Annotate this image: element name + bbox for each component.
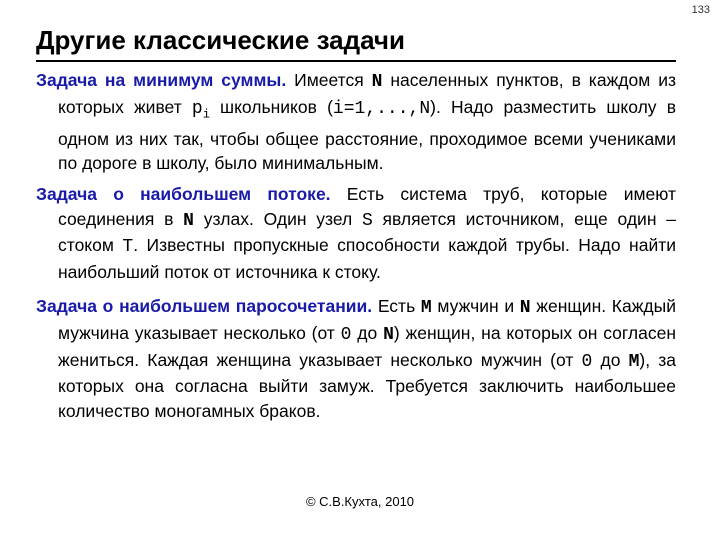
- var-n: N: [371, 72, 383, 92]
- task-max-matching-heading: Задача о наибольшем паросочетании.: [36, 296, 373, 317]
- task-max-matching-text-7: ), за которых она согласна выйти замуж. Требуется заключить наибольшее количество моногамных браков.: [58, 349, 676, 421]
- var-n: N: [519, 298, 531, 319]
- index-range: i=1,...,N: [332, 98, 431, 119]
- task-max-flow: [36, 182, 676, 284]
- task-max-matching: [36, 294, 676, 423]
- task-min-sum-text-2: населенных пунктов, в каждом из которых живет: [58, 70, 676, 117]
- var-m: M: [420, 298, 432, 319]
- var-zero: 0: [581, 351, 593, 372]
- task-min-sum-heading: Задача на минимум суммы.: [36, 70, 287, 90]
- task-max-matching-text-6: до: [592, 349, 629, 370]
- task-min-sum-text-3: школьников (: [209, 96, 333, 117]
- page-number: 133: [691, 4, 710, 16]
- var-p-letter: p: [191, 98, 203, 119]
- var-p: [191, 98, 210, 122]
- task-max-matching-text-2: мужчин и: [431, 296, 520, 317]
- var-n: N: [383, 324, 394, 345]
- task-min-sum-text-1: Имеется: [286, 70, 372, 90]
- var-n: N: [183, 210, 194, 231]
- slide-title: Другие классические задачи: [36, 25, 406, 55]
- var-p-subscript: i: [202, 107, 210, 122]
- task-min-sum-text-4: ). Надо разместить школу в одном из них так, чтобы общее расстояние, проходимое всеми учениками по дороге в школу, было минимальным.: [58, 96, 676, 174]
- copyright-footer: © С.В.Кухта, 2010: [305, 494, 415, 509]
- task-max-flow-text-4: . Известны пропускные способности каждой трубы. Надо найти наибольший поток от источника к стоку.: [58, 235, 677, 282]
- task-max-flow-text-1: Есть система труб, которые имеют соединения в: [58, 183, 676, 229]
- task-max-matching-text-4: до: [351, 322, 384, 343]
- var-m: M: [628, 351, 640, 372]
- task-max-flow-text-2: узлах. Один узел: [193, 208, 362, 229]
- var-t: T: [122, 237, 134, 258]
- task-max-matching-text-3: женщин. Каждый мужчина указывает несколько (от: [58, 296, 676, 343]
- var-s: S: [361, 210, 373, 231]
- task-max-matching-text-1: Есть: [372, 296, 421, 317]
- slide-body: [36, 68, 676, 423]
- task-max-flow-text-3: является источником, еще один – стоком: [58, 208, 676, 256]
- var-zero: 0: [340, 324, 352, 345]
- task-max-matching-text-5: ) женщин, на которых он согласен жениться. Каждая женщина указывает несколько мужчин (от: [58, 322, 676, 370]
- task-min-sum: [36, 68, 676, 176]
- title-divider: [36, 60, 676, 62]
- task-max-flow-heading: Задача о наибольшем потоке.: [36, 183, 331, 204]
